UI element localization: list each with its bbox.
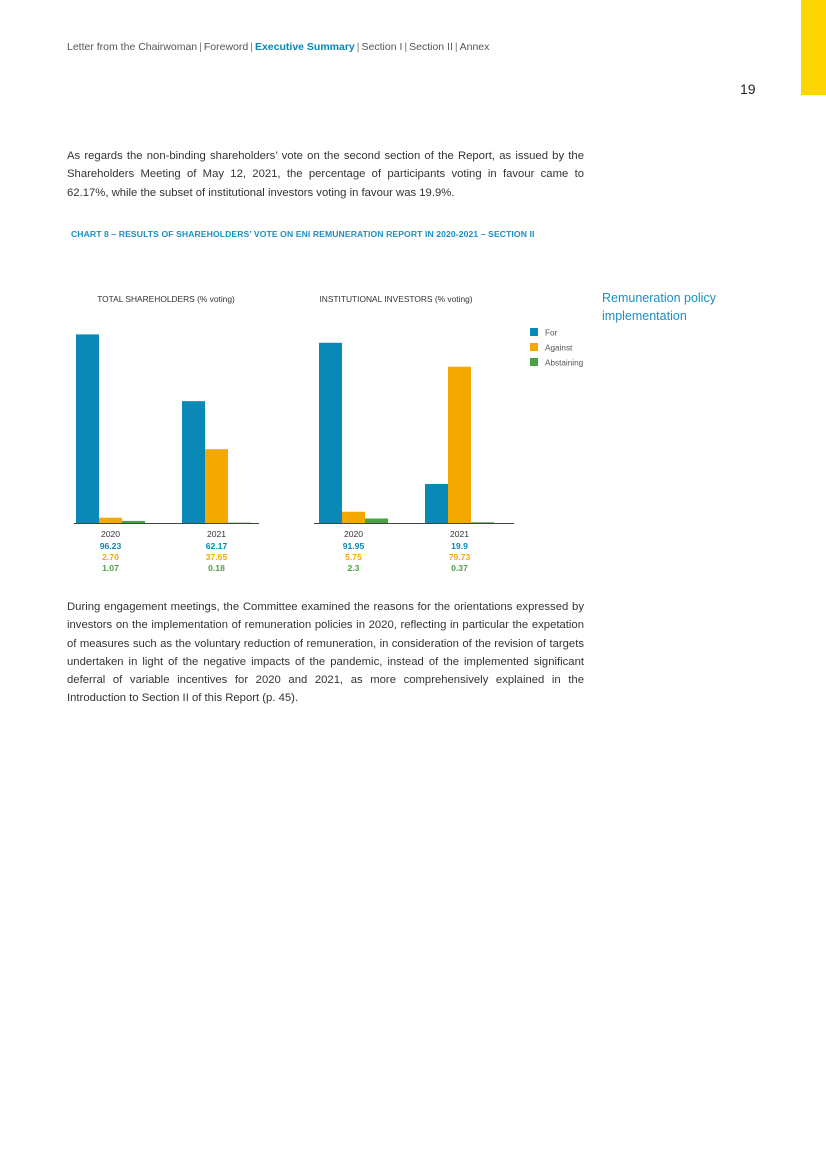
legend-swatch-for — [530, 328, 538, 336]
value-label-abstaining: 0.18 — [208, 563, 225, 573]
value-label-against: 79.73 — [448, 552, 471, 562]
value-label-for: 62.17 — [205, 541, 228, 551]
bar-0-2020-for — [76, 334, 99, 523]
bar-1-2021-abstaining — [471, 522, 494, 523]
category-label: 2021 — [206, 529, 227, 539]
bar-0-2021-against — [205, 449, 228, 523]
category-label: 2020 — [100, 529, 121, 539]
legend-swatch-against — [530, 343, 538, 351]
value-label-for: 19.9 — [451, 541, 468, 551]
value-label-for: 96.23 — [99, 541, 122, 551]
category-label: 2021 — [449, 529, 470, 539]
sidenote: Remuneration policy implementation — [602, 291, 716, 323]
value-label-for: 91.95 — [342, 541, 365, 551]
value-label-abstaining: 2.3 — [347, 563, 360, 573]
bar-1-2020-abstaining — [365, 518, 388, 523]
legend-label-against: Against — [545, 343, 573, 353]
value-label-abstaining: 1.07 — [102, 563, 119, 573]
value-label-against: 37.65 — [205, 552, 228, 562]
bar-1-2021-for — [425, 484, 448, 523]
chart-caption: CHART 8 – RESULTS OF SHAREHOLDERS’ VOTE ON ENI REMUNERATION REPORT IN 2020-2021 – SECTION II — [71, 229, 535, 239]
intro-paragraph: As regards the non-binding shareholders’ vote on the second section of the Report, as issued by the Shareholders Meeting of May 12, 2021, the percentage of participants voting in favour came to 62.17%, while the subset of institutional investors voting in favour was 19.9%. — [67, 150, 584, 199]
bar-1-2020-against — [342, 512, 365, 523]
bar-1-2020-for — [319, 343, 342, 523]
breadcrumb: Letter from the Chairwoman | Foreword | Executive Summary | Section I | Section II | Annex — [67, 41, 490, 53]
closing-paragraph: During engagement meetings, the Committee examined the reasons for the orientations expressed by investors on the implementation of remuneration policies in 2020, reflecting in particular the expetation of measures such as the voluntary reduction of remuneration, in consideration of the revision of targets undertaken in light of the negative impacts of the pandemic, instead of the implemented significant deferral of variable incentives for 2020 and 2021, as more comprehensively explained in the Introduction to Section II of this Report (p. 45). — [67, 601, 584, 705]
page-number: 19 — [740, 81, 756, 97]
panel-title-0: TOTAL SHAREHOLDERS (% voting) — [97, 294, 235, 304]
value-label-against: 2.70 — [102, 552, 119, 562]
breadcrumb-foreword[interactable]: Foreword — [203, 41, 249, 53]
bar-1-2021-against — [448, 367, 471, 523]
value-label-abstaining: 0.37 — [451, 563, 468, 573]
breadcrumb-section-2[interactable]: Section II — [409, 41, 453, 53]
legend-swatch-abstaining — [530, 358, 538, 366]
value-label-against: 5.75 — [345, 552, 362, 562]
breadcrumb-section-1[interactable]: Section I — [361, 41, 403, 53]
panel-title-1: INSTITUTIONAL INVESTORS (% voting) — [319, 294, 473, 304]
breadcrumb-executive-summary[interactable]: Executive Summary — [254, 41, 355, 53]
breadcrumb-annex[interactable]: Annex — [459, 41, 490, 53]
category-label: 2020 — [343, 529, 364, 539]
bar-0-2020-abstaining — [122, 521, 145, 523]
legend-label-for: For — [545, 328, 558, 338]
bar-0-2021-for — [182, 401, 205, 523]
breadcrumb-letter[interactable]: Letter from the Chairwoman — [67, 41, 198, 53]
legend-label-abstaining: Abstaining — [545, 358, 584, 368]
bar-0-2020-against — [99, 518, 122, 523]
